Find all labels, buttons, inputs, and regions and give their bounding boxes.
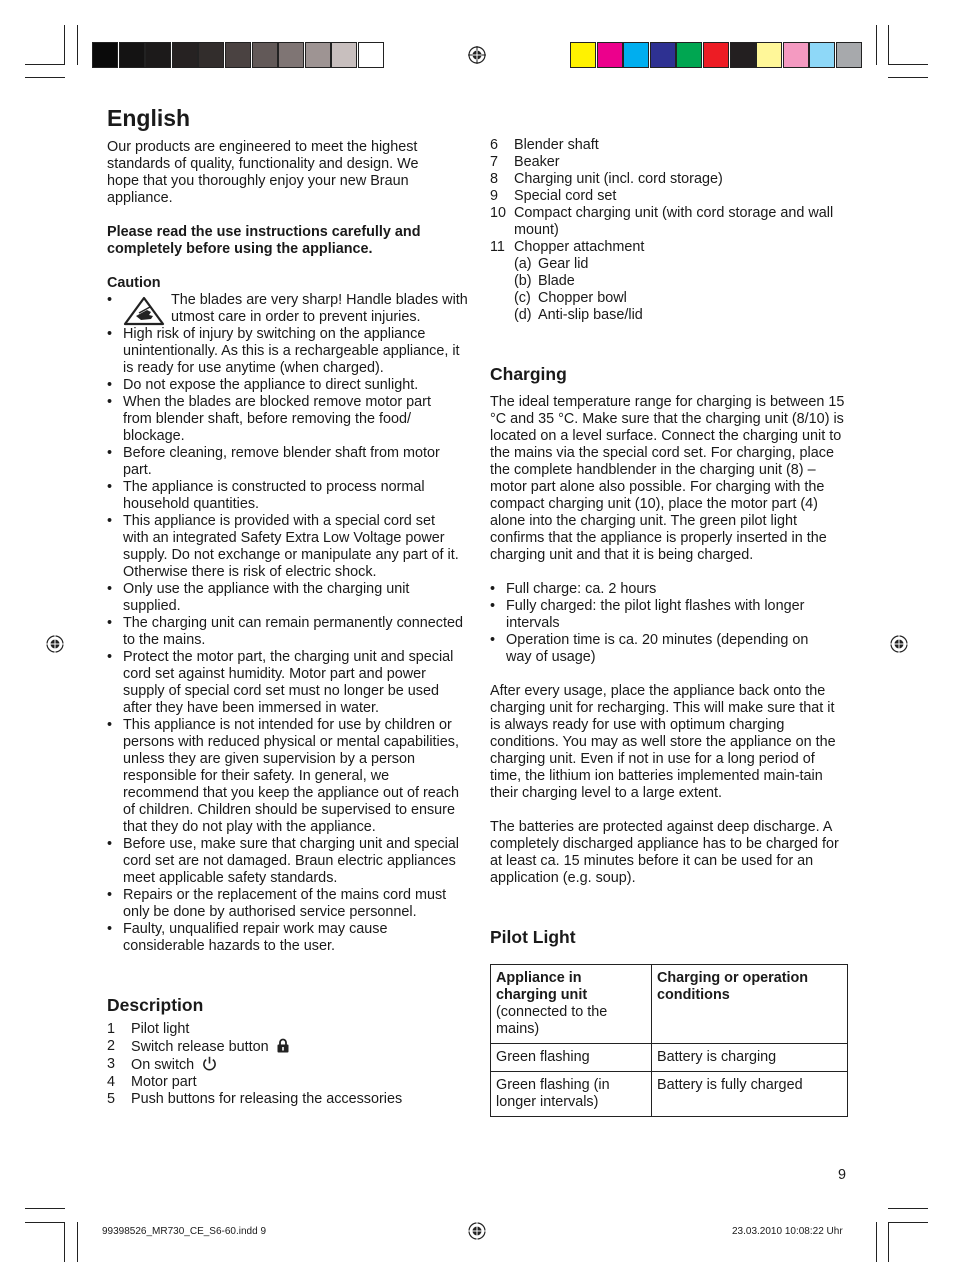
description-list-continued <box>490 137 852 256</box>
after-usage-paragraph: After every usage, place the appliance back onto the charging unit for recharging. This will make sure that it is always ready for use with optimum charging conditions. You may as well store the appliance on the charging unit. Even if not in use for a long period of time, the lithium ion batteries implemented main-tain their charging level to a large extent. <box>490 683 836 801</box>
gray-swatch <box>92 42 118 68</box>
table-cell: Battery is fully charged <box>652 1072 848 1117</box>
color-swatch <box>783 42 809 68</box>
gray-swatch <box>278 42 304 68</box>
right-column <box>490 137 852 1117</box>
page-title: English <box>107 105 191 131</box>
list-item: 1 Pilot light <box>107 1021 190 1037</box>
caution-item: • Protect the motor part, the charging unit and special cord set against humidity. Motor part and power supply of special cord set must no longer be used after they have been immersed in water. <box>107 649 463 717</box>
caution-item: • This appliance is not intended for use by children or persons with reduced physical or mental capabilities, unless they are given supervision by a person responsible for their safety. In general, we recommend that you keep the appliance out of reach of children. Children should be supervised to ensure that they do not play with the appliance. <box>107 717 463 836</box>
caution-item: • Faulty, unqualified repair work may cause considerable hazards to the user. <box>107 921 463 955</box>
color-swatch <box>836 42 862 68</box>
color-swatch <box>676 42 702 68</box>
caution-item: • Before cleaning, remove blender shaft from motor part. <box>107 445 463 479</box>
caution-item: • Repairs or the replacement of the mains cord must only be done by authorised service personnel. <box>107 887 463 921</box>
list-item: (b) Blade <box>514 273 575 289</box>
list-item: 8 Charging unit (incl. cord storage) <box>490 171 723 187</box>
list-item: • Operation time is ca. 20 minutes (depending on way of usage) <box>490 632 835 666</box>
list-item: 6 Blender shaft <box>490 137 599 153</box>
caution-item: • The appliance is constructed to process normal household quantities. <box>107 479 463 513</box>
caution-item: • Before use, make sure that charging unit and special cord set are not damaged. Braun electric appliances meet applicable safety standards. <box>107 836 463 887</box>
crop-mark <box>64 25 65 65</box>
crop-mark <box>888 77 928 78</box>
table-row <box>491 1072 848 1117</box>
list-item: 4 Motor part <box>107 1074 197 1090</box>
table-cell: Green flashing <box>491 1044 652 1072</box>
table-header-cell: Charging or operation conditions <box>652 965 848 1044</box>
list-item: 5 Push buttons for releasing the accessories <box>107 1091 403 1107</box>
color-swatch <box>650 42 676 68</box>
charging-title: Charging <box>490 364 567 384</box>
crop-mark <box>64 1222 65 1262</box>
list-item: • Fully charged: the pilot light flashes with longer intervals <box>490 598 835 632</box>
crop-mark <box>876 1222 877 1262</box>
caution-list <box>107 326 463 955</box>
list-item: 3 On switch <box>107 1056 467 1074</box>
table-header-cell: Appliance in charging unit (connected to the mains) <box>491 965 652 1044</box>
table-row <box>491 1044 848 1072</box>
page-number: 9 <box>838 1167 847 1183</box>
crop-mark <box>25 1208 65 1209</box>
gray-swatch <box>358 42 384 68</box>
caution-item: • The charging unit can remain permanently connected to the mains. <box>107 615 463 649</box>
registration-mark-icon <box>468 46 486 64</box>
description-title: Description <box>107 995 204 1015</box>
blade-warning-icon <box>123 296 165 326</box>
color-swatch <box>597 42 623 68</box>
gray-swatch <box>145 42 171 68</box>
left-column <box>107 104 467 1108</box>
power-icon <box>202 1056 217 1071</box>
table-cell: Battery is charging <box>652 1044 848 1072</box>
charging-paragraph: The ideal temperature range for charging is between 15 °C and 35 °C. Make sure that the charging unit (8/10) is located on a level surface. Connect the charging unit to the mains via the special cord set. For charging, place the complete handblender in the charging unit (8) – motor part alone also possible. For charging with the compact charging unit (10), place the motor part (4) alone into the charging unit. The green pilot light confirms that the appliance is properly inserted in the charging unit and that it is being charged. <box>490 394 845 563</box>
caution-item: • Only use the appliance with the charging unit supplied. <box>107 581 463 615</box>
table-cell: Green flashing (in longer intervals) <box>491 1072 652 1117</box>
crop-mark <box>25 77 65 78</box>
list-item: 11 Chopper attachment <box>490 239 645 255</box>
crop-mark <box>77 1222 78 1262</box>
registration-mark-icon <box>468 1222 486 1240</box>
caution-item: • Do not expose the appliance to direct sunlight. <box>107 377 463 394</box>
list-item: (d) Anti-slip base/lid <box>514 307 643 323</box>
caution-title: Caution <box>107 275 161 291</box>
gray-swatch <box>331 42 357 68</box>
color-swatch <box>570 42 596 68</box>
gray-swatch <box>252 42 278 68</box>
color-swatch <box>703 42 729 68</box>
gray-swatch <box>172 42 198 68</box>
batteries-paragraph: The batteries are protected against deep discharge. A completely discharged appliance has to be charged for at least ca. 15 minutes before it can be used for an application (e.g. soup). <box>490 819 839 886</box>
caution-first-item: • The blades are very sharp! Handle blades with utmost care in order to prevent injuries. <box>107 292 468 325</box>
gray-swatch <box>198 42 224 68</box>
registration-mark-icon <box>890 635 908 653</box>
footer-file-info: 99398526_MR730_CE_S6-60.indd 9 <box>102 1226 267 1237</box>
list-item: (a) Gear lid <box>514 256 589 272</box>
color-swatch <box>809 42 835 68</box>
intro-paragraph: Our products are engineered to meet the highest standards of quality, functionality and design. We hope that you thoroughly enjoy your new Braun appliance. <box>107 139 419 206</box>
caution-item: • This appliance is provided with a special cord set with an integrated Safety Extra Low Voltage power supply. Do not exchange or manipulate any part of it. Otherwise there is risk of electric shock. <box>107 513 463 581</box>
list-item: 9 Special cord set <box>490 188 617 204</box>
charging-bullets <box>490 581 835 666</box>
color-swatch <box>623 42 649 68</box>
gray-swatch <box>225 42 251 68</box>
caution-item: • High risk of injury by switching on the appliance unintentionally. As this is a rechargeable appliance, it is ready for use anytime (when charged). <box>107 326 463 377</box>
list-item: 10 Compact charging unit (with cord storage and wall mount) <box>490 205 834 238</box>
crop-mark <box>876 25 877 65</box>
caution-item: • When the blades are blocked remove motor part from blender shaft, before removing the food/ blockage. <box>107 394 463 445</box>
crop-mark <box>25 1222 65 1223</box>
crop-mark <box>77 25 78 65</box>
please-read-notice: Please read the use instructions carefully and completely before using the appliance. <box>107 224 421 257</box>
crop-mark <box>888 64 928 65</box>
table-header-row <box>491 965 848 1044</box>
list-item: 2 Switch release button <box>107 1038 467 1056</box>
crop-mark <box>888 25 889 65</box>
list-item: • Full charge: ca. 2 hours <box>490 581 835 598</box>
registration-mark-icon <box>46 635 64 653</box>
pilot-light-table <box>490 964 848 1117</box>
lock-icon <box>277 1038 289 1053</box>
chopper-sub-list <box>490 256 852 324</box>
crop-mark <box>888 1222 889 1262</box>
color-swatch <box>730 42 756 68</box>
gray-swatch <box>305 42 331 68</box>
pilot-light-title: Pilot Light <box>490 927 576 947</box>
description-list <box>107 1021 467 1108</box>
list-item: 7 Beaker <box>490 154 560 170</box>
color-swatch <box>756 42 782 68</box>
footer-timestamp: 23.03.2010 10:08:22 Uhr <box>732 1226 843 1237</box>
crop-mark <box>25 64 65 65</box>
crop-mark <box>888 1222 928 1223</box>
list-item: (c) Chopper bowl <box>514 290 627 306</box>
gray-swatch <box>119 42 145 68</box>
crop-mark <box>888 1208 928 1209</box>
